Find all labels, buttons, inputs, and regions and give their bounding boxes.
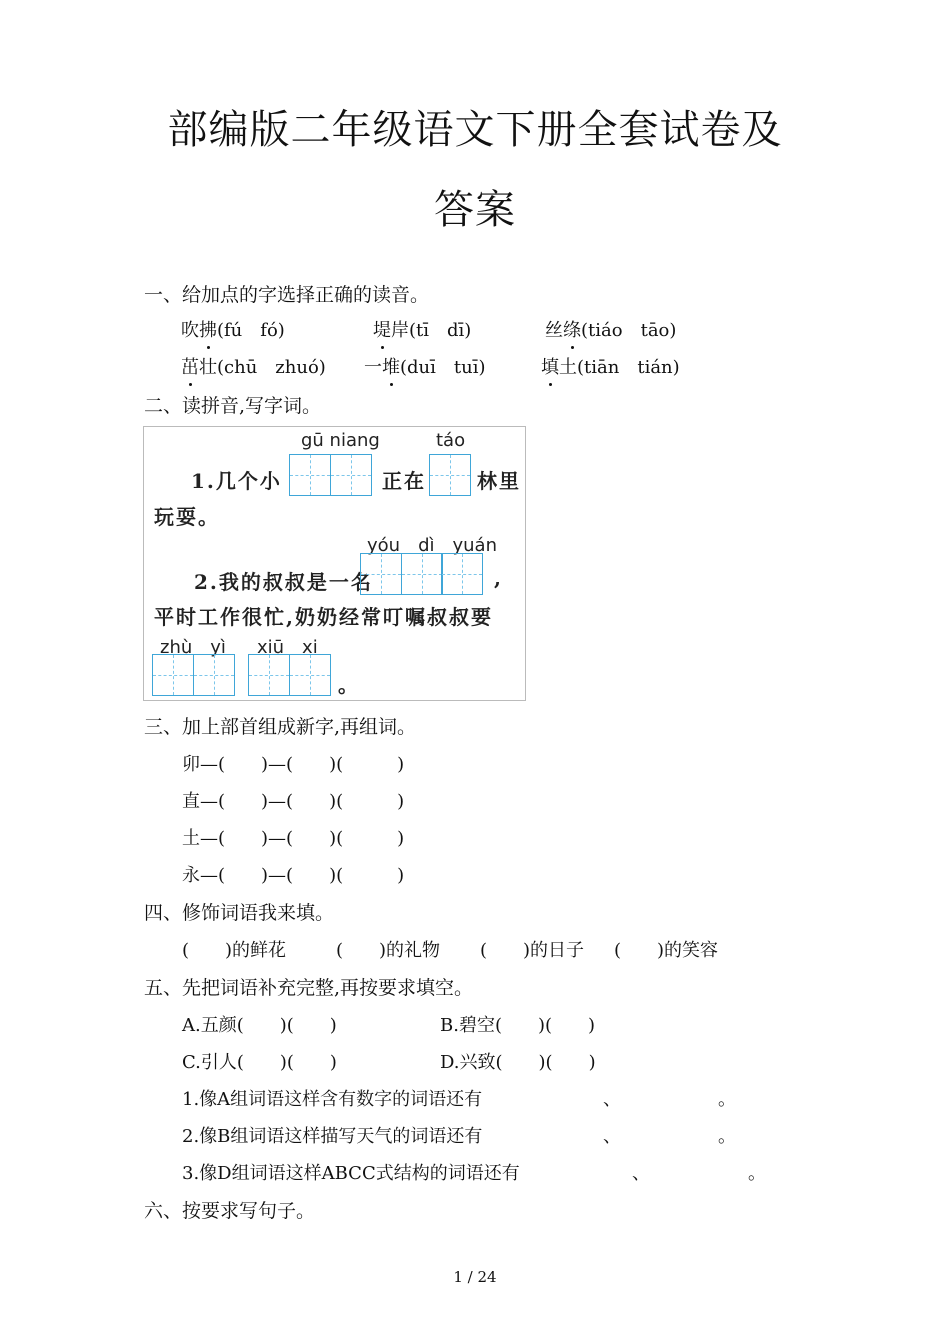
- doc-title-line2: 答案: [434, 187, 516, 233]
- s5-end: 。: [748, 1163, 766, 1184]
- s5-question: 1.像A组词语这样含有数字的词语还有: [182, 1089, 483, 1110]
- writing-grid[interactable]: [360, 553, 483, 595]
- s5-question: 3.像D组词语这样ABCC式结构的词语还有: [182, 1163, 520, 1184]
- s5-option: C.引人( )( ): [182, 1052, 337, 1073]
- s3-row: 直—( )—( )( ): [182, 791, 405, 812]
- writing-grid[interactable]: [248, 654, 331, 696]
- s1-item: 茁壮(chū zhuó): [181, 353, 326, 379]
- s3-row: 永—( )—( )( ): [182, 865, 405, 886]
- s1-item: 一堆(duī tuī): [364, 353, 486, 379]
- s4-item: ( )的笑容: [614, 940, 719, 961]
- section-2-heading: 二、读拼音,写字词。: [144, 395, 322, 417]
- s5-option: A.五颜( )( ): [182, 1015, 337, 1036]
- pinyin-label: táo: [436, 430, 466, 451]
- s1-item: 堤岸(tī dī): [373, 316, 471, 342]
- s5-end: 。: [718, 1126, 736, 1147]
- s1-item: 丝绦(tiáo tāo): [545, 316, 676, 342]
- writing-grid[interactable]: [289, 454, 372, 496]
- sentence-text: 正在: [382, 469, 426, 493]
- s5-option: B.碧空( )( ): [440, 1015, 596, 1036]
- writing-grid[interactable]: [429, 454, 471, 496]
- section-1-heading: 一、给加点的字选择正确的读音。: [144, 284, 430, 306]
- section-4-heading: 四、修饰词语我来填。: [144, 902, 335, 924]
- pinyin-label: zhù yì: [160, 637, 226, 658]
- s4-item: ( )的礼物: [336, 940, 441, 961]
- s5-separator: 、: [603, 1089, 621, 1110]
- s5-end: 。: [718, 1089, 736, 1110]
- sentence-text: 。: [338, 673, 360, 697]
- sentence-text: ,: [494, 566, 503, 590]
- sentence-text: 平时工作很忙,奶奶经常叮嘱叔叔要: [154, 605, 493, 629]
- writing-grid[interactable]: [152, 654, 235, 696]
- pinyin-label: xiū xi: [257, 637, 318, 658]
- pinyin-label: yóu dì yuán: [367, 535, 497, 556]
- s5-question: 2.像B组词语这样描写天气的词语还有: [182, 1126, 483, 1147]
- pinyin-label: gū niang: [301, 430, 380, 451]
- s1-item: 吹拂(fú fó): [181, 316, 285, 342]
- s3-row: 卯—( )—( )( ): [182, 754, 405, 775]
- doc-title-line1: 部编版二年级语文下册全套试卷及: [167, 107, 783, 153]
- section-3-heading: 三、加上部首组成新字,再组词。: [144, 716, 417, 738]
- s4-item: ( )的日子: [480, 940, 585, 961]
- s3-row: 土—( )—( )( ): [182, 828, 405, 849]
- section-5-heading: 五、先把词语补充完整,再按要求填空。: [144, 977, 474, 999]
- sentence-text: 1.几个小: [191, 469, 282, 493]
- s5-separator: 、: [632, 1163, 650, 1184]
- s5-option: D.兴致( )( ): [440, 1052, 596, 1073]
- page-number: 1 / 24: [453, 1268, 497, 1286]
- s4-item: ( )的鲜花: [182, 940, 287, 961]
- pinyin-exercise-box: [143, 426, 526, 701]
- section-6-heading: 六、按要求写句子。: [144, 1200, 316, 1222]
- s1-item: 填土(tiān tián): [541, 353, 680, 379]
- sentence-text: 玩耍。: [154, 505, 220, 529]
- s5-separator: 、: [603, 1126, 621, 1147]
- sentence-text: 2.我的叔叔是一名: [194, 570, 373, 594]
- sentence-text: 林里: [477, 469, 521, 493]
